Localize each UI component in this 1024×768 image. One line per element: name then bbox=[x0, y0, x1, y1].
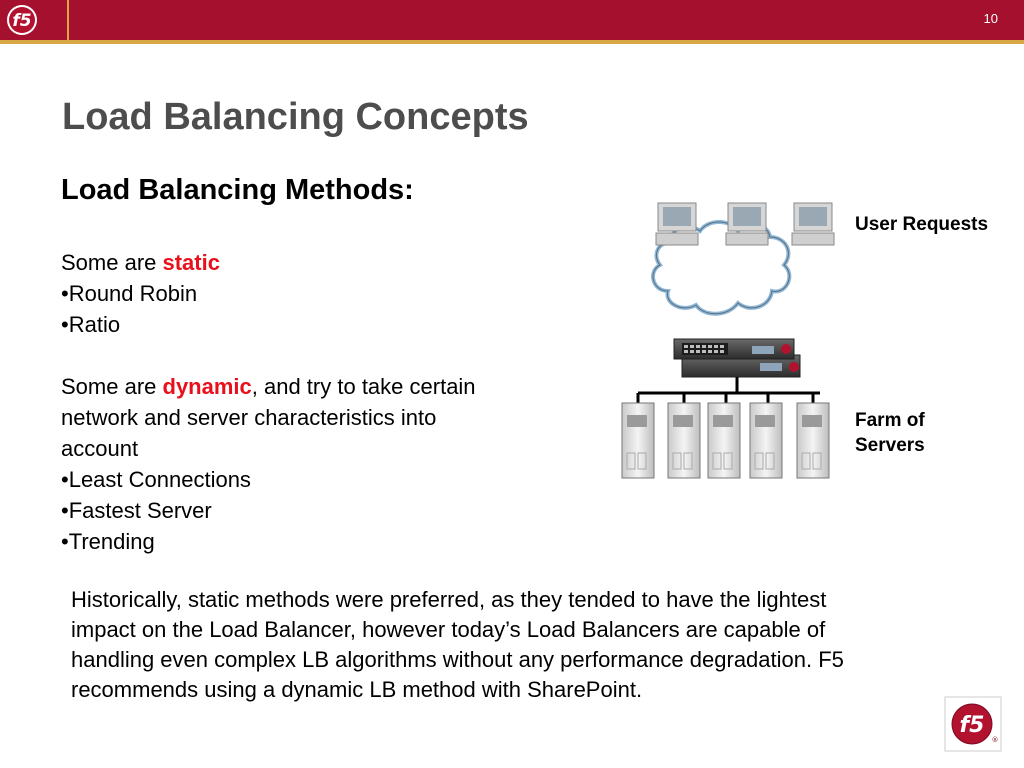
list-item: •Fastest Server bbox=[61, 498, 212, 523]
load-balancing-diagram bbox=[610, 195, 850, 490]
dynamic-heading: Some are dynamic, and try to take certain bbox=[61, 374, 476, 399]
section-subtitle: Load Balancing Methods: bbox=[61, 174, 414, 206]
header-divider bbox=[67, 0, 69, 44]
server-icon bbox=[622, 403, 654, 478]
svg-text:f5: f5 bbox=[959, 713, 985, 738]
static-keyword: static bbox=[162, 250, 220, 275]
methods-list bbox=[61, 247, 561, 557]
dynamic-description: account bbox=[61, 436, 139, 461]
list-item: •Trending bbox=[61, 529, 155, 554]
f5-logo-icon bbox=[944, 696, 1002, 752]
connection-lines bbox=[638, 377, 820, 403]
slide-number: 10 bbox=[983, 11, 998, 26]
svg-text:f5: f5 bbox=[12, 11, 32, 31]
client-computer-icon bbox=[656, 203, 698, 245]
header-bar bbox=[0, 0, 1024, 40]
client-computer-icon bbox=[792, 203, 834, 245]
page-title: Load Balancing Concepts bbox=[62, 96, 529, 138]
dynamic-keyword: dynamic bbox=[162, 374, 252, 399]
client-computer-icon bbox=[726, 203, 768, 245]
dynamic-description: network and server characteristics into bbox=[61, 405, 437, 430]
svg-text:®: ® bbox=[991, 736, 999, 744]
static-heading: Some are static bbox=[61, 250, 220, 275]
list-item: •Ratio bbox=[61, 312, 121, 337]
farm-label: Farm of Servers bbox=[855, 410, 925, 456]
list-item: •Round Robin bbox=[61, 281, 198, 306]
list-item: •Least Connections bbox=[61, 467, 251, 492]
server-icon bbox=[708, 403, 740, 478]
summary-paragraph: Historically, static methods were preferred, as they tended to have the lightest impact on the Load Balancer, however today’s Load Balancers are capable of handling even complex LB algorithms without any performance degradation. F5 recommends using a dynamic LB method with SharePoint. bbox=[71, 587, 844, 702]
server-icon bbox=[750, 403, 782, 478]
user-requests-label: User Requests bbox=[855, 214, 989, 235]
server-icon bbox=[668, 403, 700, 478]
server-icon bbox=[797, 403, 829, 478]
header-gold-rule bbox=[0, 40, 1024, 44]
f5-logo-icon bbox=[6, 4, 38, 36]
load-balancer-icon bbox=[674, 339, 800, 377]
